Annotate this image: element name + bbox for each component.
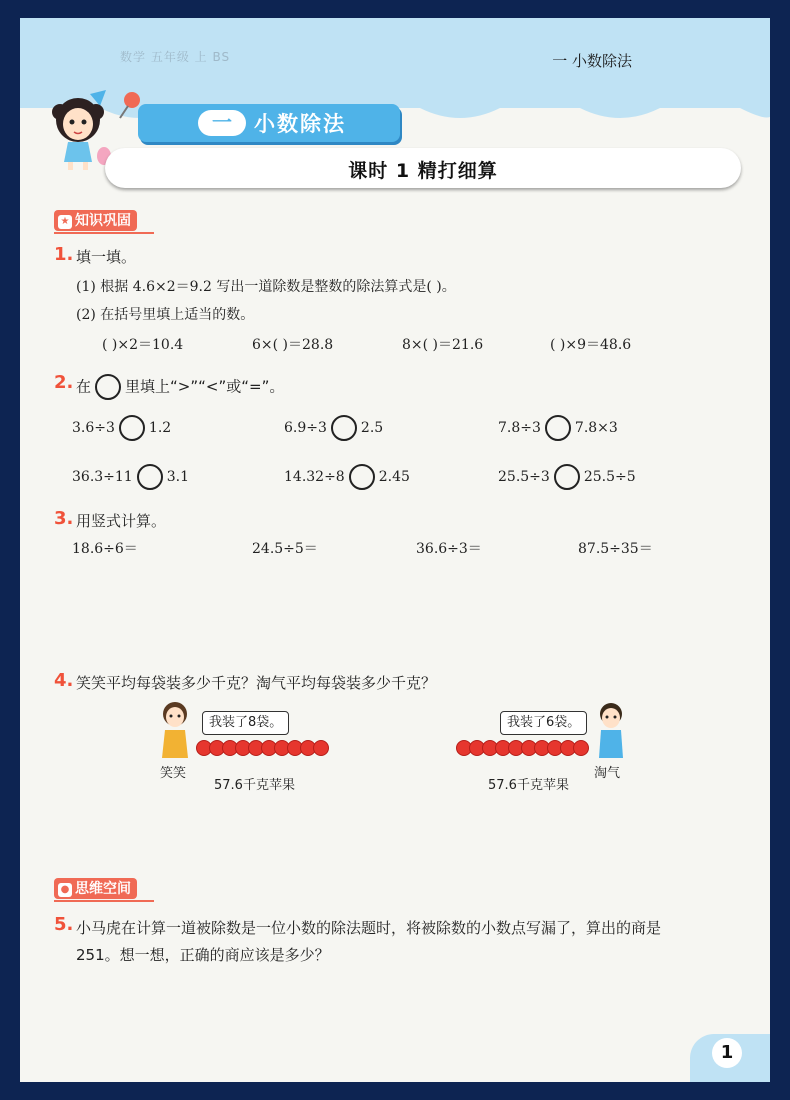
question-text: 251。想一想，正确的商应该是多少？ [76, 946, 330, 964]
star-icon: ★ [58, 215, 72, 229]
compare-item: 7.8÷3 7.8×3 [498, 415, 618, 441]
compare-item: 25.5÷3 25.5÷5 [498, 464, 636, 490]
workbook-page [20, 18, 770, 1082]
lesson-title-bar [105, 148, 741, 188]
answer-circle[interactable] [331, 415, 357, 441]
question-part: (2) 在括号里填上适当的数。 [76, 307, 255, 323]
boy-taoqi-icon [592, 700, 630, 760]
question-number: 3. [54, 508, 74, 529]
fill-item: 6×( )＝28.8 [252, 337, 334, 353]
calc-item: 18.6÷6＝ [72, 541, 138, 557]
question-number: 2. [54, 372, 74, 393]
answer-circle[interactable] [137, 464, 163, 490]
answer-circle[interactable] [554, 464, 580, 490]
page-number: 1 [712, 1038, 742, 1068]
section-underline [54, 232, 154, 234]
chapter-number: 一 [198, 110, 246, 136]
question-prompt: 笑笑平均每袋装多少千克？淘气平均每袋装多少千克？ [76, 674, 437, 692]
bulb-icon: ● [58, 883, 72, 897]
circle-blank-icon [95, 374, 121, 400]
speech-bubble: 我装了6袋。 [500, 711, 587, 735]
question-prompt: 填一填。 [76, 248, 137, 266]
chapter-tab [138, 104, 400, 142]
fill-item: 8×( )＝21.6 [402, 337, 484, 353]
apple-pile-icon [456, 740, 586, 768]
apple-caption: 57.6千克苹果 [214, 778, 295, 793]
question-prompt: 用竖式计算。 [76, 512, 167, 530]
girl-xiaoxiao-icon [156, 700, 194, 760]
question-number: 5. [54, 914, 74, 935]
question-text: 小马虎在计算一道被除数是一位小数的除法题时，将被除数的小数点写漏了，算出的商是 [76, 919, 662, 937]
compare-item: 36.3÷11 3.1 [72, 464, 189, 490]
question-number: 4. [54, 670, 74, 691]
fill-item: ( )×9＝48.6 [550, 337, 632, 353]
section-underline [54, 900, 154, 902]
apple-caption: 57.6千克苹果 [488, 778, 569, 793]
faint-header-text: 数学 五年级 上 BS [120, 50, 231, 64]
chapter-title: 小数除法 [254, 112, 346, 136]
character-name: 淘气 [594, 766, 621, 781]
fill-item: ( )×2＝10.4 [102, 337, 184, 353]
calc-item: 87.5÷35＝ [578, 541, 653, 557]
section-badge-knowledge: ★ 知识巩固 [54, 210, 137, 231]
lesson-title: 课时 1 精打细算 [348, 160, 498, 182]
answer-circle[interactable] [119, 415, 145, 441]
calc-item: 36.6÷3＝ [416, 541, 482, 557]
character-name: 笑笑 [160, 766, 187, 781]
section-badge-thinking: ● 思维空间 [54, 878, 137, 899]
question-number: 1. [54, 244, 74, 265]
answer-circle[interactable] [545, 415, 571, 441]
apple-pile-icon [196, 740, 326, 768]
calc-item: 24.5÷5＝ [252, 541, 318, 557]
speech-bubble: 我装了8袋。 [202, 711, 289, 735]
question-part: (1) 根据 4.6×2＝9.2 写出一道除数是整数的除法算式是( )。 [76, 279, 456, 295]
answer-circle[interactable] [349, 464, 375, 490]
question-prompt: 在 里填上“>”“<”或“=”。 [76, 374, 284, 400]
compare-item: 6.9÷3 2.5 [284, 415, 383, 441]
running-header: 一 小数除法 [552, 52, 632, 70]
compare-item: 14.32÷8 2.45 [284, 464, 410, 490]
compare-item: 3.6÷3 1.2 [72, 415, 171, 441]
